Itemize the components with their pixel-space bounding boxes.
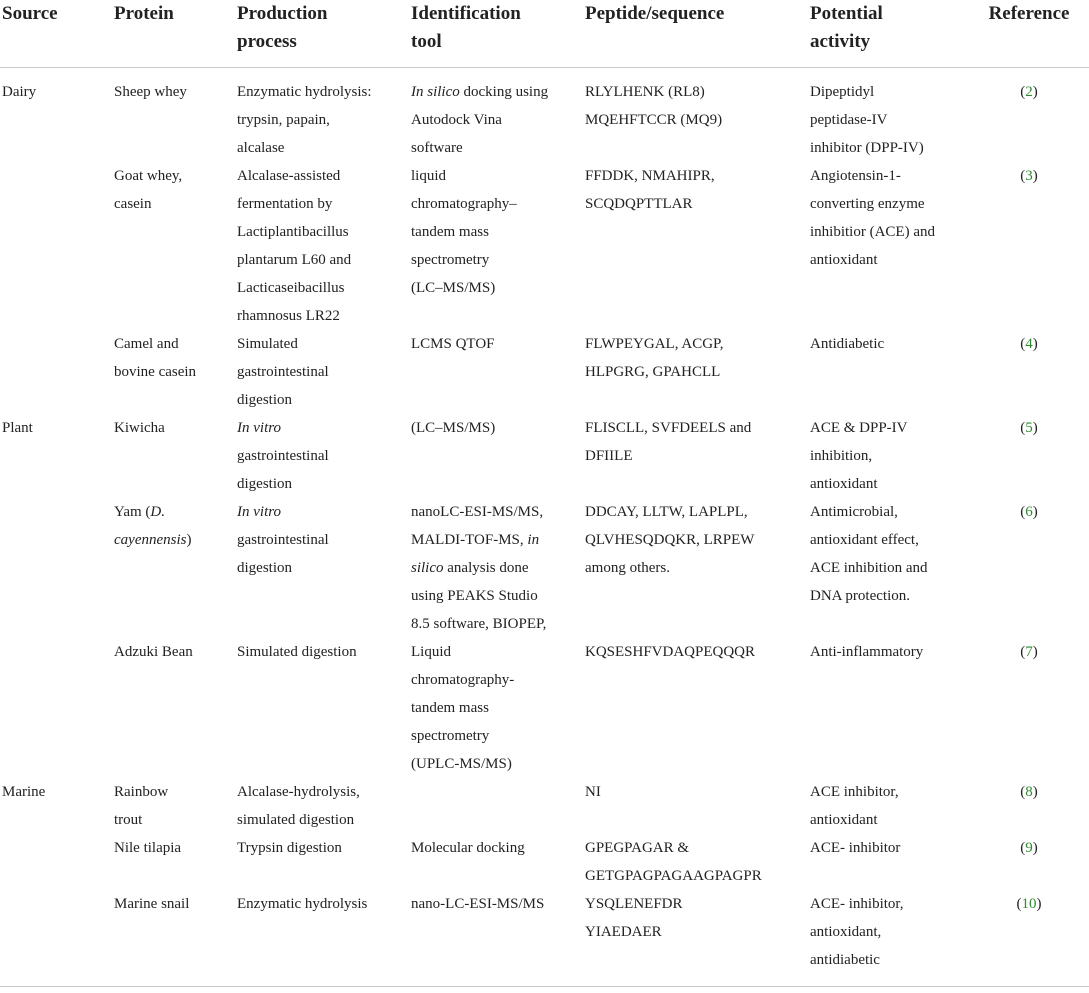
- cell-protein: Sheep whey: [114, 84, 187, 100]
- cell-protein: Rainbow trout: [114, 784, 169, 828]
- cell-protein: Camel and bovine casein: [114, 336, 197, 380]
- cell-tool: Molecular docking: [411, 840, 525, 856]
- table-row: [0, 330, 1089, 414]
- reference-link[interactable]: 6: [1025, 504, 1033, 520]
- reference-link[interactable]: 8: [1025, 784, 1033, 800]
- table-row: [0, 890, 1089, 987]
- cell-protein: Adzuki Bean: [114, 644, 193, 660]
- ref-open: (: [1020, 168, 1026, 184]
- ref-open: (: [1016, 896, 1022, 912]
- ref-close: ): [1032, 784, 1038, 800]
- cell-protein: Nile tilapia: [114, 840, 182, 856]
- table-row: [0, 68, 1089, 163]
- ref-close: ): [1032, 644, 1038, 660]
- cell-reference: [969, 330, 1089, 414]
- header-production: Production process: [237, 0, 411, 68]
- table-header: [0, 0, 1089, 68]
- cell-tool: [411, 778, 585, 834]
- header-peptide: Peptide/sequence: [585, 0, 810, 68]
- reference-link[interactable]: 5: [1025, 420, 1033, 436]
- cell-tool: nano-LC-ESI-MS/MS: [411, 890, 585, 987]
- cell-reference: [969, 834, 1089, 890]
- protein-italic: D. cayennensis: [114, 504, 187, 548]
- cell-peptide: FLISCLL, SVFDEELS and DFIILE: [585, 420, 752, 464]
- tool-text: docking using Autodock Vina software: [411, 84, 549, 156]
- cell-tool: LCMS QTOF: [411, 336, 495, 352]
- reference-link[interactable]: 9: [1025, 840, 1033, 856]
- cell-reference: [969, 414, 1089, 498]
- table-row: [0, 834, 1089, 890]
- reference-link[interactable]: 2: [1025, 84, 1033, 100]
- table-row: [0, 162, 1089, 330]
- cell-reference: [969, 638, 1089, 778]
- cell-production: Simulated digestion: [237, 644, 357, 660]
- production-italic: In vitro: [237, 504, 282, 520]
- cell-peptide: KQSESHFVDAQPEQQQR: [585, 644, 756, 660]
- ref-close: ): [1032, 168, 1038, 184]
- ref-close: ): [1032, 504, 1038, 520]
- cell-source: Marine: [2, 784, 46, 800]
- cell-production: Enzymatic hydrolysis: [237, 890, 411, 987]
- cell-tool: (LC–MS/MS): [411, 420, 496, 436]
- ref-close: ): [1032, 840, 1038, 856]
- ref-open: (: [1020, 840, 1026, 856]
- ref-open: (: [1020, 504, 1026, 520]
- cell-activity: Antimicrobial, antioxidant effect, ACE inhibition and DNA protection.: [810, 504, 928, 604]
- cell-production: Enzymatic hydrolysis: trypsin, papain, alcalase: [237, 84, 372, 156]
- cell-activity: ACE- inhibitor: [810, 840, 901, 856]
- header-source: Source: [0, 0, 114, 68]
- reference-link[interactable]: 7: [1025, 644, 1033, 660]
- table-row: [0, 498, 1089, 638]
- ref-close: ): [1032, 420, 1038, 436]
- cell-protein: [114, 498, 237, 638]
- production-text: gastrointestinal digestion: [237, 448, 329, 492]
- cell-activity: Angiotensin-1- converting enzyme inhibitior (ACE) and antioxidant: [810, 168, 935, 268]
- cell-source: [0, 162, 114, 330]
- cell-reference: [969, 68, 1089, 163]
- cell-source: Plant: [2, 420, 33, 436]
- table-row: [0, 638, 1089, 778]
- table-body: [0, 68, 1089, 987]
- cell-production: [237, 498, 411, 638]
- ref-open: (: [1020, 84, 1026, 100]
- ref-close: ): [1036, 896, 1042, 912]
- cell-activity: ACE inhibitor, antioxidant: [810, 784, 899, 828]
- tool-text: analysis done using PEAKS Studio 8.5 software, BIOPEP,: [411, 560, 547, 632]
- production-italic: In vitro: [237, 420, 282, 436]
- header-reference: Reference: [969, 0, 1089, 68]
- cell-production: Simulated gastrointestinal digestion: [237, 336, 329, 408]
- cell-source: [0, 890, 114, 987]
- ref-close: ): [1032, 336, 1038, 352]
- cell-peptide: FFDDK, NMAHIPR, SCQDQPTTLAR: [585, 168, 715, 212]
- cell-reference: [969, 498, 1089, 638]
- reference-link[interactable]: 4: [1025, 336, 1033, 352]
- cell-protein: Kiwicha: [114, 420, 165, 436]
- tool-italic: In silico: [411, 84, 460, 100]
- cell-reference: [969, 162, 1089, 330]
- cell-production: Alcalase-assisted fermentation by Lactiplantibacillus plantarum L60 and Lacticaseibacillus rhamnosus LR22: [237, 168, 352, 324]
- table-row: [0, 414, 1089, 498]
- ref-open: (: [1020, 336, 1026, 352]
- cell-tool: liquid chromatography– tandem mass spectrometry (LC–MS/MS): [411, 168, 517, 296]
- cell-peptide: NI: [585, 784, 601, 800]
- ref-open: (: [1020, 784, 1026, 800]
- cell-source: [0, 638, 114, 778]
- cell-peptide: DDCAY, LLTW, LAPLPL, QLVHESQDQKR, LRPEW among others.: [585, 504, 755, 576]
- table-row: [0, 778, 1089, 834]
- cell-reference: [969, 778, 1089, 834]
- reference-link[interactable]: 3: [1025, 168, 1033, 184]
- reference-link[interactable]: 10: [1021, 896, 1037, 912]
- cell-peptide: FLWPEYGAL, ACGP, HLPGRG, GPAHCLL: [585, 336, 724, 380]
- tool-pre: nanoLC-ESI-MS/MS, MALDI-TOF-MS,: [411, 504, 544, 548]
- ref-close: ): [1032, 84, 1038, 100]
- cell-tool: [411, 68, 585, 163]
- header-tool: Identification tool: [411, 0, 585, 68]
- cell-tool: Liquid chromatography- tandem mass spectrometry (UPLC-MS/MS): [411, 644, 515, 772]
- cell-reference: [969, 890, 1089, 987]
- cell-source: [0, 330, 114, 414]
- cell-protein: Goat whey, casein: [114, 168, 183, 212]
- protein-post: ): [186, 532, 192, 548]
- cell-activity: ACE & DPP-IV inhibition, antioxidant: [810, 420, 908, 492]
- protein-pre: Yam (: [114, 504, 151, 520]
- cell-production: [237, 414, 411, 498]
- header-activity: Potential activity: [810, 0, 969, 68]
- cell-production: Trypsin digestion: [237, 840, 342, 856]
- cell-source: [0, 834, 114, 890]
- cell-activity: Dipeptidyl peptidase-IV inhibitor (DPP-IV): [810, 84, 924, 156]
- cell-source: [0, 498, 114, 638]
- ref-open: (: [1020, 644, 1026, 660]
- ref-open: (: [1020, 420, 1026, 436]
- header-row: [0, 0, 1089, 68]
- cell-peptide: RLYLHENK (RL8) MQEHFTCCR (MQ9): [585, 84, 723, 128]
- cell-protein: Marine snail: [114, 890, 237, 987]
- header-protein: Protein: [114, 0, 237, 68]
- tool-italic: in silico: [411, 532, 540, 576]
- cell-activity: ACE- inhibitor, antioxidant, antidiabetic: [810, 890, 969, 987]
- production-text: gastrointestinal digestion: [237, 532, 329, 576]
- cell-peptide: GPEGPAGAR & GETGPAGPAGAAGPAGPR: [585, 840, 762, 884]
- cell-tool: [411, 498, 585, 638]
- cell-source: Dairy: [2, 84, 37, 100]
- cell-activity: Antidiabetic: [810, 336, 885, 352]
- cell-production: Alcalase-hydrolysis, simulated digestion: [237, 784, 360, 828]
- cell-peptide: YSQLENEFDR YIAEDAER: [585, 890, 810, 987]
- cell-activity: Anti-inflammatory: [810, 644, 924, 660]
